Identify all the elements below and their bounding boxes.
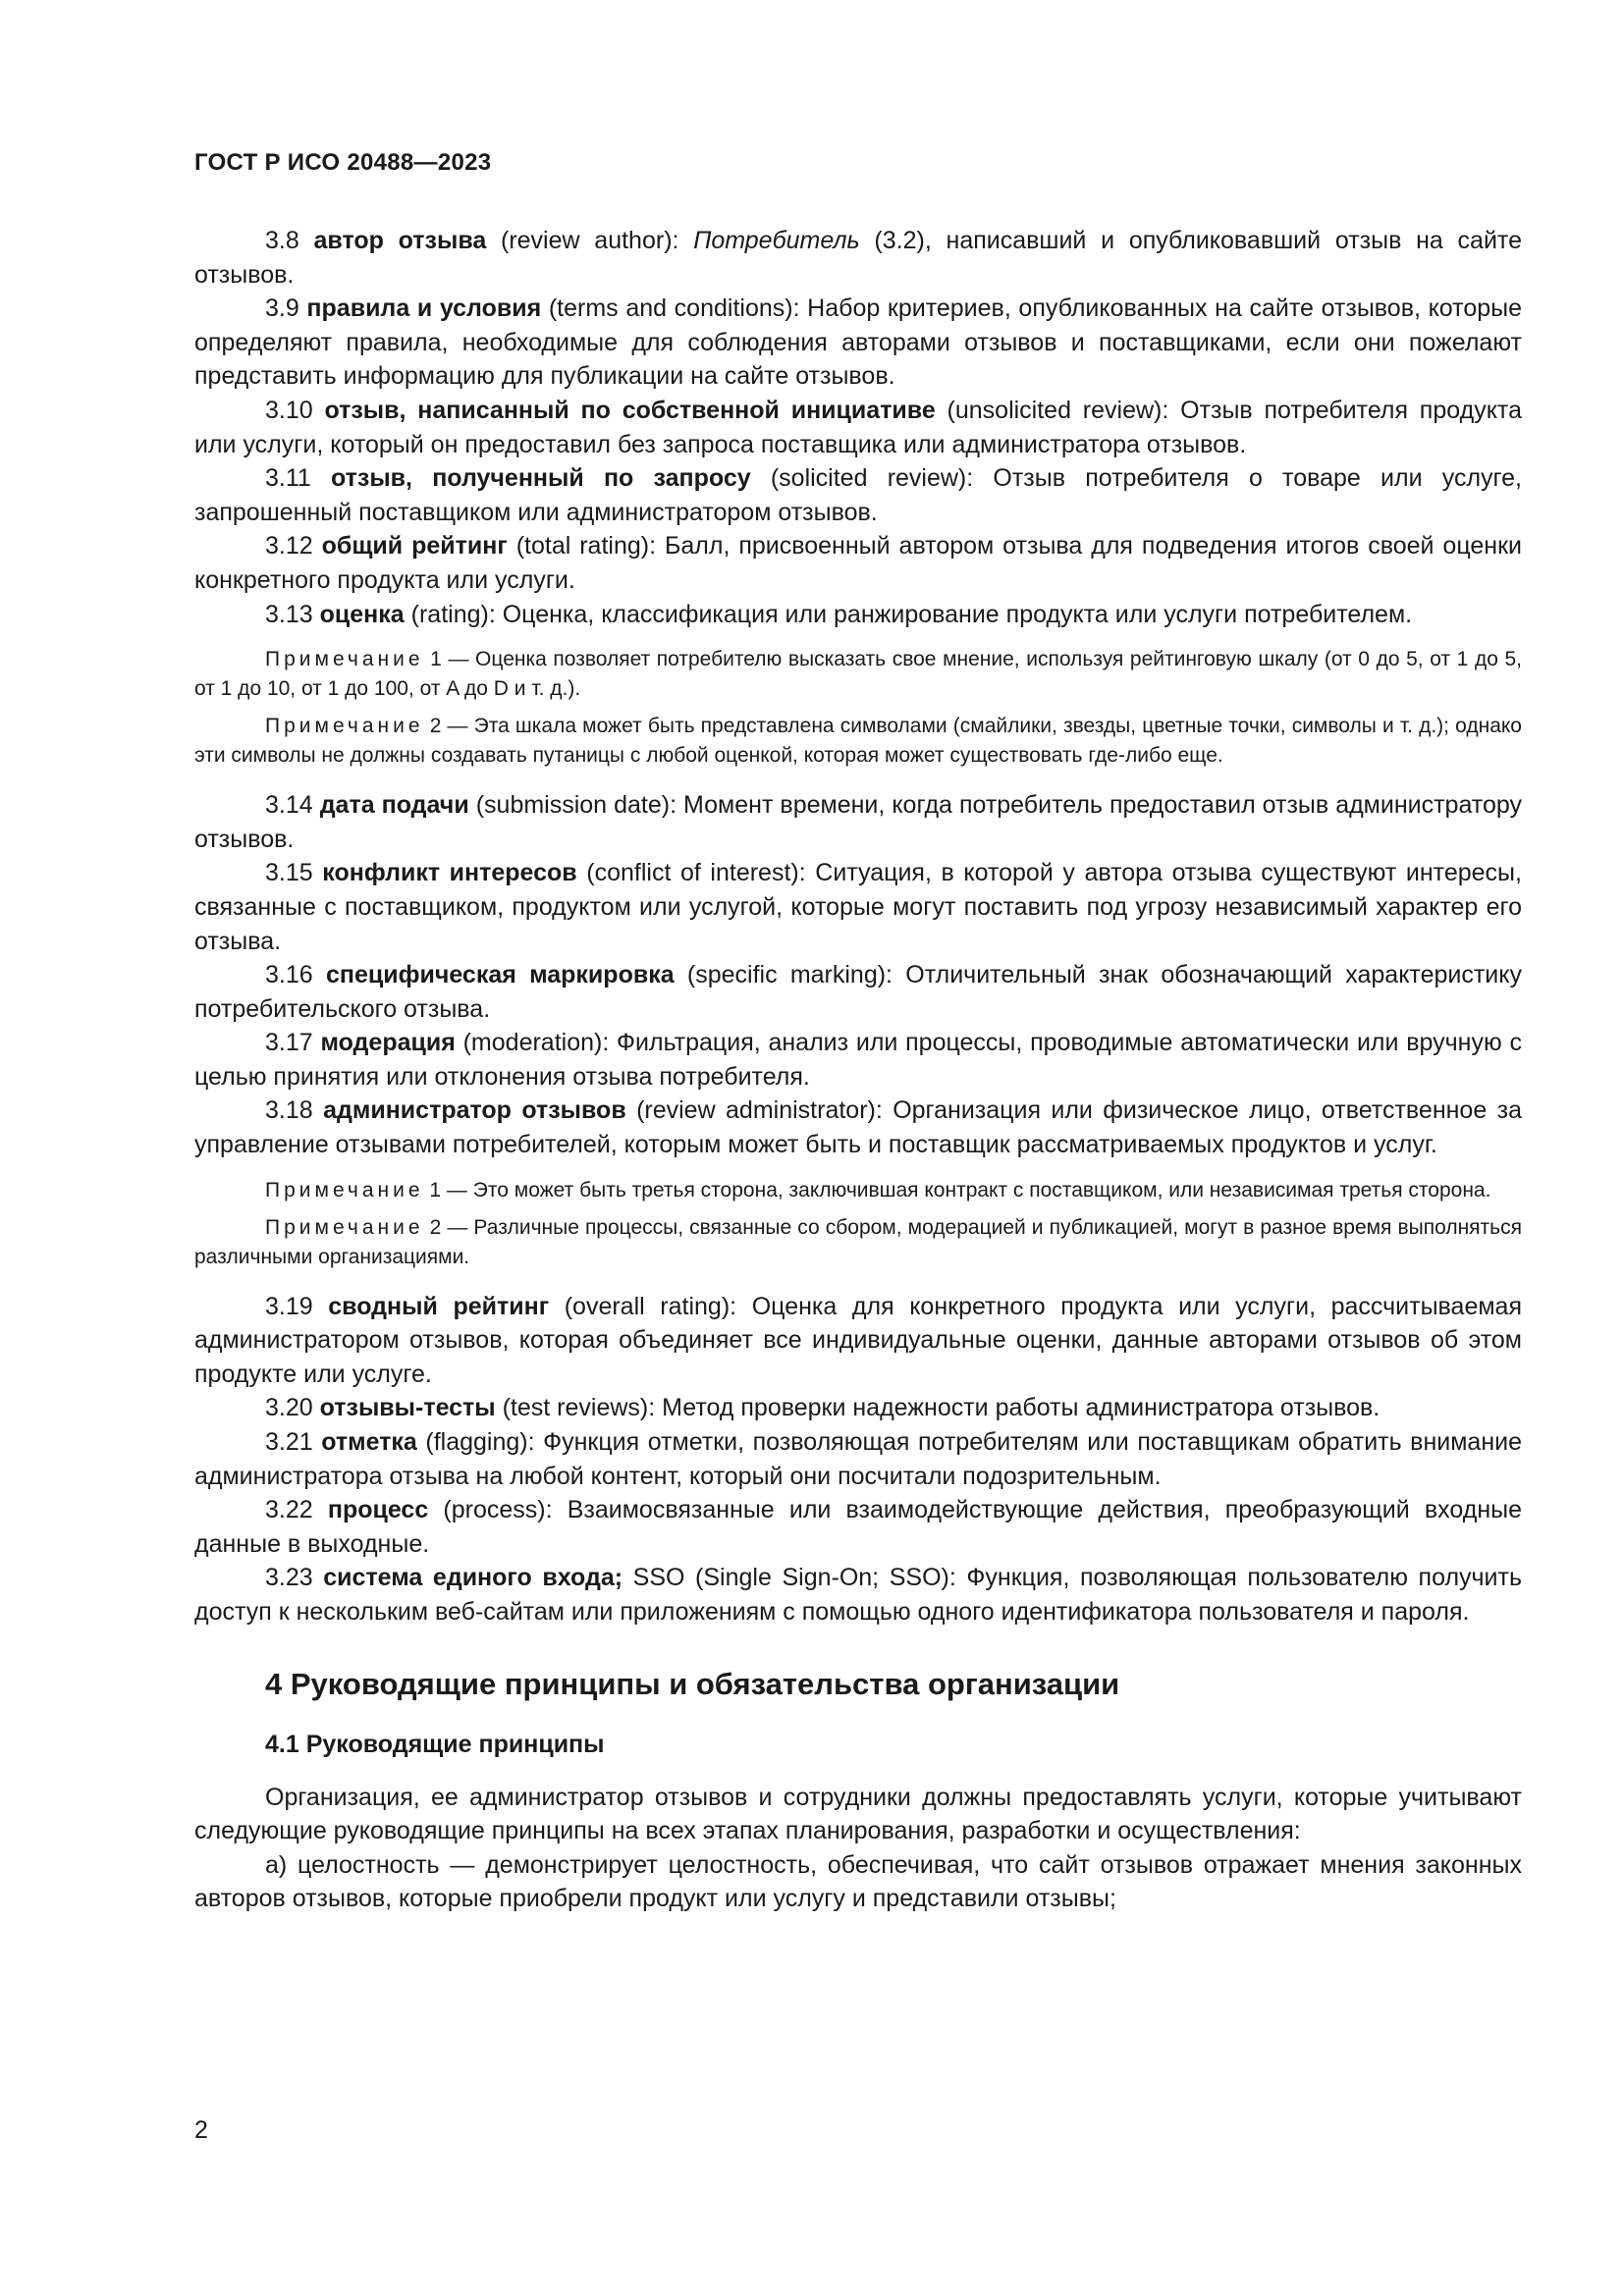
- term-definition: Отзыв потребителя о товаре или услуге, запрошенный поставщиком или администратором отзывов.: [194, 464, 1522, 526]
- term-number: 3.10: [265, 396, 313, 424]
- document-header: ГОСТ Р ИСО 20488—2023: [194, 149, 492, 176]
- list-item-a: а) целостность — демонстрирует целостность, обеспечивая, что сайт отзывов отражает мнения законных авторов отзывов, которые приобрели продукт или услугу и представили отзывы;: [194, 1850, 1522, 1913]
- term-english: (specific marking):: [674, 961, 906, 989]
- term-number: 3.13: [265, 600, 313, 628]
- note: [194, 712, 1522, 771]
- note: [194, 645, 1522, 704]
- term-entry: [194, 1561, 1522, 1629]
- term-english: (test reviews):: [495, 1394, 663, 1422]
- term-entry: [194, 1425, 1522, 1493]
- term-number: 3.15: [265, 859, 313, 887]
- term-number: 3.19: [265, 1292, 313, 1320]
- term-english: (flagging):: [416, 1428, 544, 1457]
- term-english: (review administrator):: [625, 1096, 893, 1125]
- note-text: — Различные процессы, связанные со сбором, модерацией и публикацией, могут в разное время выполняться различными организациями.: [194, 1215, 1522, 1268]
- term-entry: [194, 1094, 1522, 1161]
- term-english: (terms and conditions):: [541, 294, 808, 323]
- term-number: 3.11: [265, 464, 311, 493]
- term-entry: [194, 394, 1522, 461]
- term-definition: Отличительный знак обозначающий характеристику потребительского отзыва.: [194, 961, 1522, 1023]
- term-name: система единого входа;: [323, 1564, 623, 1592]
- note-label: Примечание: [265, 1178, 424, 1201]
- section-paragraph: Организация, ее администратор отзывов и сотрудники должны предоставлять услуги, которые учитывают следующие руководящие принципы на всех этапах планирования, разработки и осуществления:: [194, 1783, 1522, 1845]
- term-name: модерация: [320, 1029, 456, 1057]
- term-definition: Балл, присвоенный автором отзыва для подведения итогов своей оценки конкретного продукта или услуги.: [194, 532, 1522, 594]
- note-label: Примечание: [265, 648, 424, 671]
- term-name: дата подачи: [319, 791, 469, 820]
- term-english: (review author):: [486, 227, 694, 254]
- term-number: 3.22: [265, 1496, 313, 1524]
- term-entry: [194, 224, 1522, 292]
- term-english: (rating):: [404, 600, 503, 628]
- term-number: 3.14: [265, 791, 313, 820]
- term-entry: [194, 1493, 1522, 1561]
- term-definition: Организация или физическое лицо, ответственное за управление отзывами потребителей, которым может быть и поставщик рассматриваемых продуктов и услуг.: [194, 1096, 1522, 1159]
- term-number: 3.8: [265, 227, 299, 254]
- term-number: 3.17: [265, 1029, 313, 1057]
- term-name: процесс: [327, 1496, 429, 1524]
- term-definition: Отзыв потребителя продукта или услуги, который он предоставил без запроса поставщика или администратора отзывов.: [194, 396, 1522, 458]
- note-number: 1: [430, 648, 442, 671]
- notes-3-18: [194, 1176, 1522, 1272]
- term-name: отметка: [321, 1428, 417, 1457]
- note-number: 1: [429, 1178, 442, 1201]
- term-entry: [194, 1391, 1522, 1425]
- term-english: (moderation):: [455, 1029, 618, 1057]
- term-entry: [194, 461, 1522, 529]
- term-number: 3.20: [265, 1394, 313, 1422]
- term-english: (conflict of interest):: [576, 859, 816, 887]
- term-entry: [194, 1290, 1522, 1392]
- term-entry: [194, 788, 1522, 856]
- term-name: специфическая маркировка: [325, 961, 675, 989]
- term-name: сводный рейтинг: [328, 1292, 550, 1320]
- term-reference: Потребитель: [693, 227, 860, 254]
- note-text: — Это может быть третья сторона, заключившая контракт с поставщиком, или независимая третья сторона.: [441, 1178, 1491, 1201]
- note: [194, 1213, 1522, 1272]
- term-english: (process):: [428, 1496, 568, 1524]
- term-definition: Взаимосвязанные или взаимодействующие действия, преобразующий входные данные в выходные.: [194, 1496, 1523, 1558]
- page-number: 2: [194, 2116, 208, 2144]
- note: [194, 1176, 1522, 1205]
- note-label: Примечание: [265, 1215, 424, 1239]
- term-entry: [194, 856, 1522, 958]
- term-english: (unsolicited review):: [935, 396, 1181, 424]
- term-number: 3.9: [265, 294, 299, 323]
- term-name: администратор отзывов: [323, 1096, 626, 1125]
- term-number: 3.16: [265, 961, 313, 989]
- term-definition: Оценка, классификация или ранжирование продукта или услуги потребителем.: [502, 600, 1413, 628]
- section-heading: 4 Руководящие принципы и обязательства организации: [265, 1666, 1120, 1701]
- term-number: 3.21: [265, 1428, 313, 1457]
- note-text: — Эта шкала может быть представлена символами (смайлики, звезды, цветные точки, символы и т. д.); однако эти символы не должны создавать путаницы с любой оценкой, которая может существовать где-либо еще.: [194, 715, 1522, 768]
- term-definition: Набор критериев, опубликованных на сайте отзывов, которые определяют правила, необходимые для соблюдения авторами отзывов и поставщиками, если они пожелают представить информацию для публикации на сайте отзывов.: [194, 294, 1523, 391]
- term-name: отзывы-тесты: [319, 1394, 496, 1422]
- term-name: автор отзыва: [313, 227, 487, 254]
- note-label: Примечание: [265, 715, 424, 738]
- term-number: 3.23: [265, 1564, 313, 1592]
- term-english: (total rating):: [507, 532, 665, 561]
- term-english: (solicited review):: [750, 464, 994, 493]
- term-number: 3.12: [265, 532, 313, 561]
- term-definition: Момент времени, когда потребитель предоставил отзыв администратору отзывов.: [194, 791, 1523, 853]
- term-english: (submission date):: [468, 791, 684, 820]
- term-name: конфликт интересов: [322, 859, 577, 887]
- note-number: 2: [429, 1215, 442, 1239]
- term-entry: [194, 598, 1522, 632]
- term-english: SSO (Single Sign-On; SSO):: [623, 1564, 967, 1592]
- term-definition: Функция отметки, позволяющая потребителям или поставщикам обратить внимание администратора отзыва на любой контент, который они посчитали подозрительным.: [194, 1428, 1522, 1490]
- term-entry: [194, 292, 1522, 394]
- term-name: отзыв, полученный по запросу: [331, 464, 751, 493]
- term-name: отзыв, написанный по собственной инициативе: [324, 396, 936, 424]
- term-name: оценка: [319, 600, 405, 628]
- term-definition: Фильтрация, анализ или процессы, проводимые автоматически или вручную с целью принятия или отклонения отзыва потребителя.: [194, 1029, 1522, 1091]
- term-english: (overall rating):: [549, 1292, 752, 1320]
- note-text: — Оценка позволяет потребителю высказать свое мнение, используя рейтинговую шкалу (от 0 до 5, от 1 до 5, от 1 до 10, от 1 до 100, от A до D и т. д.).: [194, 648, 1522, 701]
- document-body: [194, 224, 1522, 1916]
- term-definition: Оценка для конкретного продукта или услуги, рассчитываемая администратором отзывов, которая объединяет все индивидуальные оценки, данные авторами отзывов об этом продукте или услуге.: [194, 1292, 1522, 1388]
- term-definition: (3.2), написавший и опубликовавший отзыв на сайте отзывов.: [194, 227, 1522, 289]
- note-number: 2: [429, 715, 442, 738]
- term-definition: Ситуация, в которой у автора отзыва существуют интересы, связанные с поставщиком, продуктом или услугой, которые могут поставить под угрозу независимый характер его отзыва.: [194, 859, 1522, 955]
- term-name: общий рейтинг: [321, 532, 508, 561]
- term-name: правила и условия: [306, 294, 542, 323]
- term-definition: Метод проверки надежности работы администратора отзывов.: [662, 1394, 1380, 1422]
- term-definition: Функция, позволяющая пользователю получить доступ к нескольким веб-сайтам или приложениям с помощью одного идентификатора пользователя и пароля.: [194, 1564, 1522, 1626]
- term-number: 3.18: [265, 1096, 313, 1125]
- term-entry: [194, 958, 1522, 1026]
- notes-3-13: [194, 645, 1522, 771]
- term-entry: [194, 1026, 1522, 1094]
- term-entry: [194, 529, 1522, 597]
- subsection-heading: 4.1 Руководящие принципы: [265, 1730, 605, 1758]
